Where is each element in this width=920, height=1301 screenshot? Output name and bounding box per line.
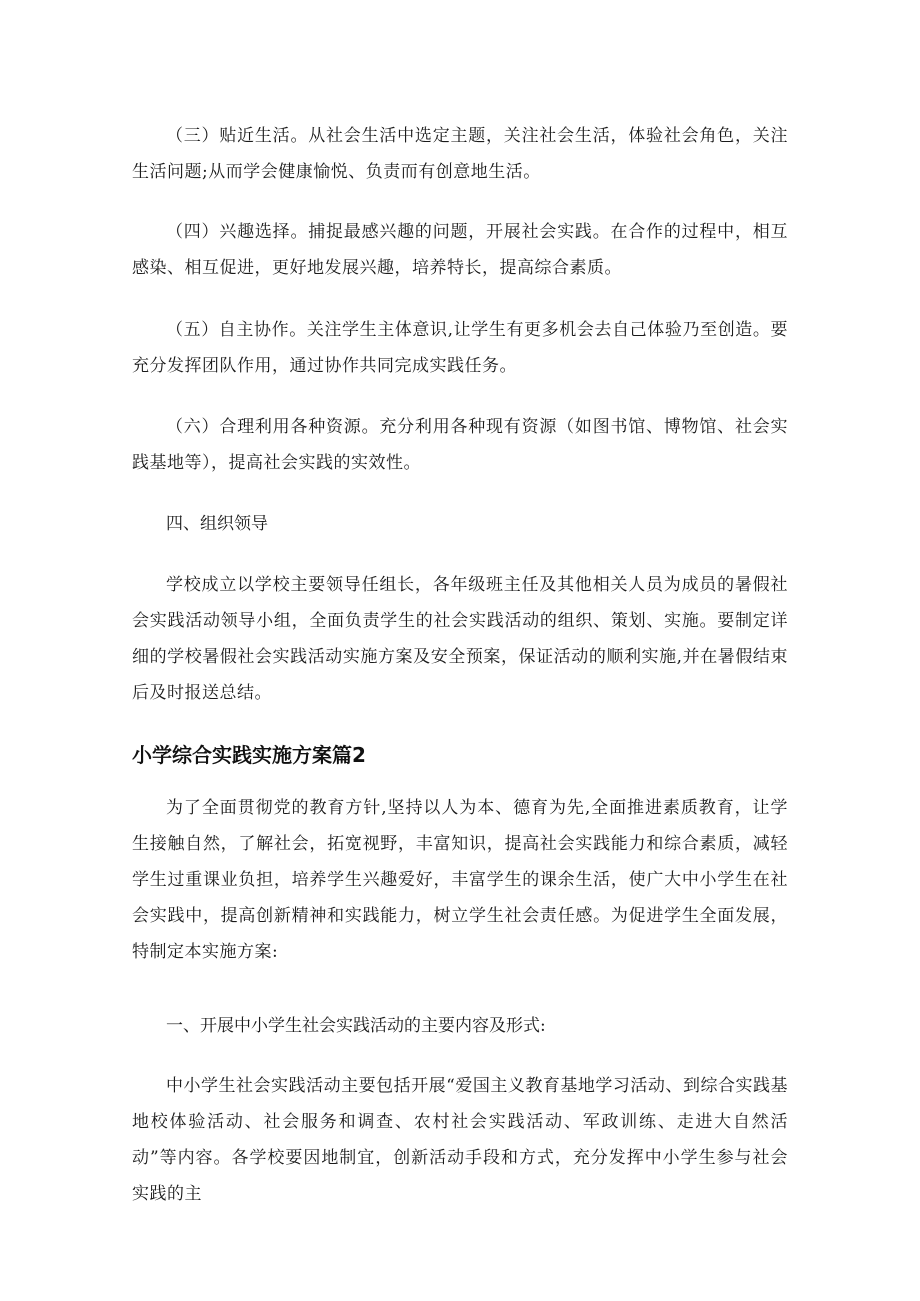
heading-organization: 四、组织领导: [166, 514, 268, 534]
paragraph-activities: 中小学生社会实践活动主要包括开展“爱国主义教育基地学习活动、到综合实践基地校体验活动、社会服务和调查、农村社会实践活动、军政训练、走进大自然活动”等内容。各学校要因地制宜，创新活动手段和方式，充分发挥中小学生参与社会实践的主: [132, 1076, 788, 1204]
paragraph-use-resources: （六）合理利用各种资源。充分利用各种现有资源（如图书馆、博物馆、社会实践基地等），提高社会实践的实效性。: [132, 417, 788, 473]
heading-main-content: 一、开展中小学生社会实践活动的主要内容及形式:: [166, 1016, 546, 1036]
paragraph-interest-choice: （四）兴趣选择。捕捉最感兴趣的问题，开展社会实践。在合作的过程中，相互感染、相互促进，更好地发展兴趣，培养特长，提高综合素质。: [132, 222, 788, 278]
section-title: 小学综合实践实施方案篇2: [132, 743, 366, 767]
paragraph-leadership-group: 学校成立以学校主要领导任组长，各年级班主任及其他相关人员为成员的暑假社会实践活动领导小组，全面负责学生的社会实践活动的组织、策划、实施。要制定详细的学校暑假社会实践活动实施方案及安全预案，保证活动的顺利实施,并在暑假结束后及时报送总结。: [132, 575, 788, 703]
paragraph-introduction: 为了全面贯彻党的教育方针,坚持以人为本、德育为先,全面推进素质教育，让学生接触自然，了解社会，拓宽视野，丰富知识，提高社会实践能力和综合素质，减轻学生过重课业负担，培养学生兴趣爱好，丰富学生的课余生活，使广大中小学生在社会实践中，提高创新精神和实践能力，树立学生社会责任感。为促进学生全面发展，特制定本实施方案:: [132, 798, 788, 962]
paragraph-close-to-life: （三）贴近生活。从社会生活中选定主题，关注社会生活，体验社会角色，关注生活问题;从而学会健康愉悦、负责而有创意地生活。: [132, 126, 788, 182]
paragraph-self-collaboration: （五）自主协作。关注学生主体意识,让学生有更多机会去自己体验乃至创造。要充分发挥团队作用，通过协作共同完成实践任务。: [132, 320, 788, 376]
